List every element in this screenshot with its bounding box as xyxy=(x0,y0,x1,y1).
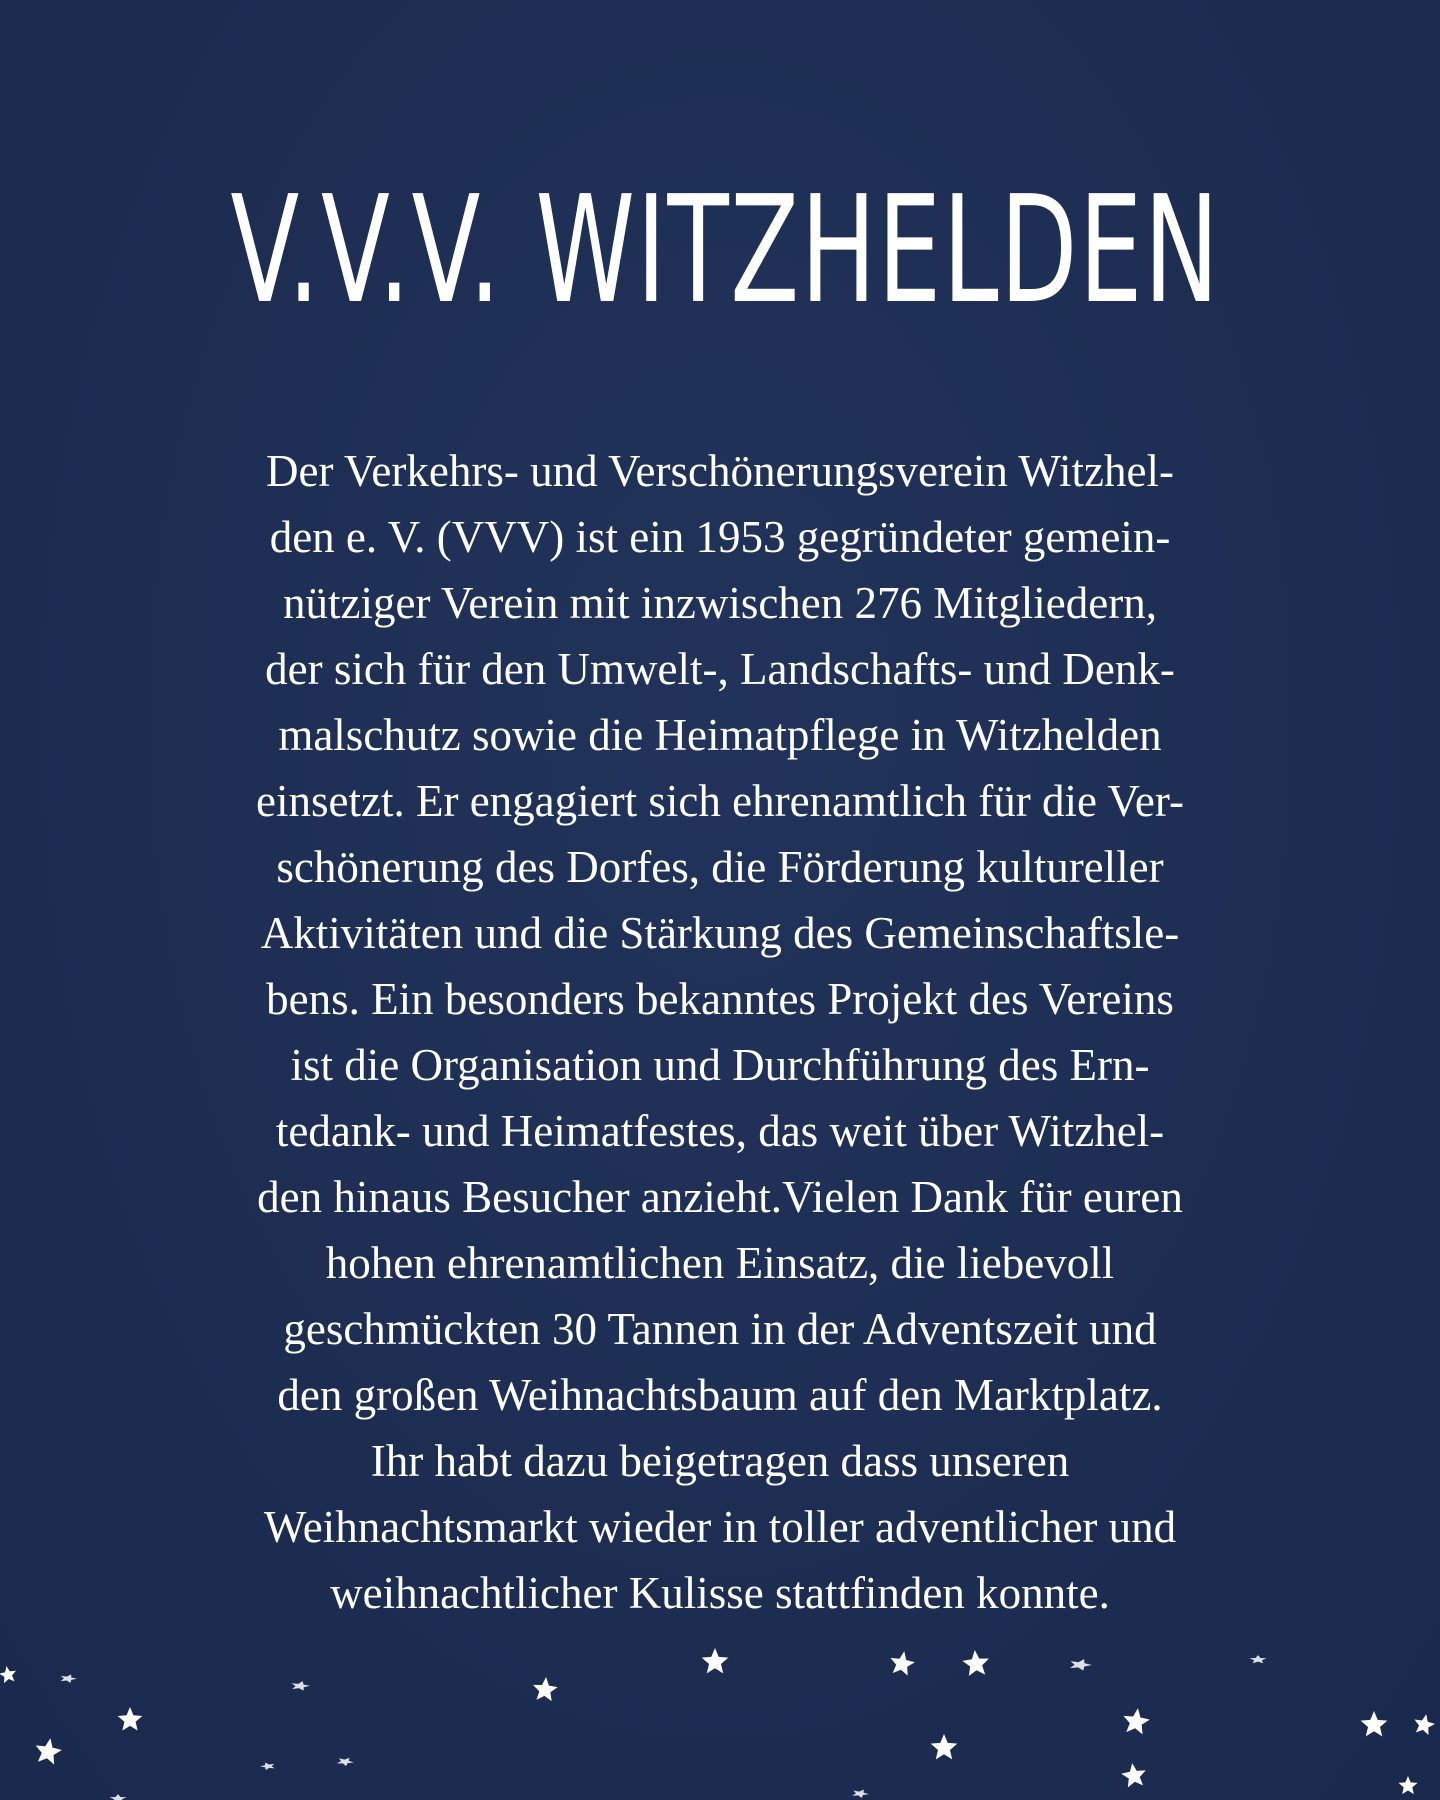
stars-decoration xyxy=(0,1620,1440,1800)
star-icon xyxy=(1398,1776,1417,1794)
body-line: weihnachtlicher Kulisse stattfinden konnte. xyxy=(330,1568,1110,1618)
body-line: malschutz sowie die Heimatpflege in Witzhelden xyxy=(278,710,1162,760)
star-icon xyxy=(0,1666,16,1683)
body-line: der sich für den Umwelt-, Landschafts- und Denk- xyxy=(265,644,1175,694)
star-icon xyxy=(118,1707,143,1731)
body-line: nütziger Verein mit inzwischen 276 Mitgliedern, xyxy=(283,578,1157,628)
body-line: geschmückten 30 Tannen in der Adventszeit und xyxy=(283,1304,1157,1354)
star-icon xyxy=(260,1762,275,1770)
body-line: schönerung des Dorfes, die Förderung kultureller xyxy=(276,842,1164,892)
star-icon xyxy=(61,1674,77,1683)
star-icon xyxy=(962,1650,989,1676)
body-line: den großen Weihnachtsbaum auf den Marktplatz. xyxy=(277,1370,1163,1420)
star-icon xyxy=(852,1790,869,1798)
star-icon xyxy=(1249,1655,1266,1663)
star-icon xyxy=(1361,1711,1388,1736)
body-line: Ihr habt dazu beigetragen dass unseren xyxy=(370,1436,1070,1486)
body-line: einsetzt. Er engagiert sich ehrenamtlich für die Ver- xyxy=(256,776,1184,826)
star-icon xyxy=(36,1738,62,1764)
body-line: Aktivitäten und die Stärkung des Gemeinschaftsle- xyxy=(260,908,1180,958)
body-line: tedank- und Heimatfestes, das weit über Witzhel- xyxy=(275,1106,1165,1156)
body-line: bens. Ein besonders bekanntes Projekt des Vereins xyxy=(266,974,1174,1024)
star-icon xyxy=(292,1681,310,1691)
star-icon xyxy=(533,1677,558,1701)
body-line: den hinaus Besucher anzieht.Vielen Dank für euren xyxy=(257,1172,1183,1222)
star-icon xyxy=(1070,1659,1092,1670)
star-icon xyxy=(337,1758,354,1766)
star-icon xyxy=(931,1734,958,1759)
star-icon xyxy=(702,1648,729,1673)
body-line: den e. V. (VVV) ist ein 1953 gegründeter gemein- xyxy=(269,512,1171,562)
body-line: ist die Organisation und Durchführung des Ern- xyxy=(290,1040,1150,1090)
body-paragraph xyxy=(160,438,1280,1626)
page-title: V.V.V. WITZHELDEN xyxy=(230,164,1221,336)
star-icon xyxy=(109,1794,126,1800)
star-icon xyxy=(1123,1708,1149,1734)
body-line: Weihnachtsmarkt wieder in toller adventlicher und xyxy=(263,1502,1177,1552)
star-icon xyxy=(1414,1714,1434,1735)
body-line: hohen ehrenamtlichen Einsatz, die liebevoll xyxy=(325,1238,1115,1288)
star-icon xyxy=(1121,1763,1145,1787)
star-icon xyxy=(891,1651,915,1675)
body-line: Der Verkehrs- und Verschönerungsverein Witzhel- xyxy=(266,446,1174,496)
